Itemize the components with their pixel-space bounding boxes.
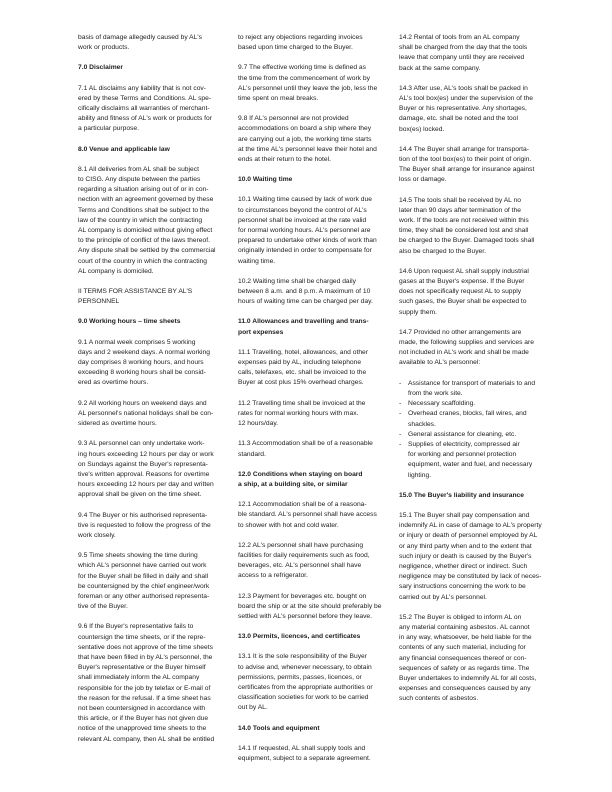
list-item: - General assistance for cleaning, etc. [399,430,559,440]
paragraph-8-1: 8.1 All deliveries from AL shall be subject to CISG. Any dispute between the parties regarding a situation arising out of or in con- nection with an agreement governed by these Terms and Conditions shall be subject to the law of the country in which the contracting AL company is domiciled without giving effect to the principle of conflict of the laws thereof. Any dispute shall be settled by the commercial court of the country in which the contracting AL company is domiciled. [78,165,216,275]
section-heading-14: 14.0 Tools and equipment [238,724,320,732]
paragraph-9-6: 9.6 If the Buyer's representative fails to countersign the time sheets, or if the repre- sentative does not approve of the time sheets that have been filled in by AL's personnel, the Buyer's representative or the Buyer himself shall immediately inform the AL company responsible for the job by telefax or E-mail of the reason for the refusal. If a time sheet has not been countersigned in accordance with this article, or if the Buyer has not given due notice of the unapproved time sheets to the relevant AL company, then AL shall be entitled [78,623,215,743]
list-item: - Necessary scaffolding. [399,399,559,409]
paragraph-15-2: 15.2 The Buyer is obliged to inform AL on any material containing asbestos. AL cannot in any way, whatsoever, be held liable for the contents of any such material, including for any financial consequences thereof or con- sequences of safety or as regards time. The Buyer undertakes to indemnify AL for all costs, expenses and consequences caused by any such contents of asbestos. [399,613,537,703]
paragraph-9-4: 9.4 The Buyer or his authorised representa- tive is requested to follow the progress of the work closely. [78,511,211,539]
section-heading-10: 10.0 Waiting time [238,176,293,184]
list-item: - Supplies of electricity, compressed air for working and personnel protection equipment, water and fuel, and necessary lighting. [399,440,559,481]
column-right [399,33,559,715]
list-item: - Assistance for transport of materials to and from the work site. [399,379,559,399]
section-heading-12: 12.0 Conditions when staying on board a ship, at a building site, or similar [238,470,363,488]
paragraph-11-3: 11.3 Accommodation shall be of a reasonable standard. [238,440,373,458]
paragraph-14-6: 14.6 Upon request AL shall supply industrial gases at the Buyer's expense. If the Buyer does not specifically request AL to supply such gases, the Buyer shall be expected to supply them. [399,267,529,316]
section-heading-9: 9.0 Working hours – time sheets [78,318,181,326]
supplies-list [399,379,559,481]
paragraph-13-1: 13.1 It is the sole responsibility of the Buyer to advise and, whenever necessary, to obtain permissions, permits, passes, licences, or certificates from the appropriate authorities or classification societies for work to be carried out by AL. [238,653,373,712]
section-heading-11: 11.0 Allowances and travelling and trans- port expenses [238,318,369,336]
paragraph-14-3: 14.3 After use, AL's tools shall be packed in AL's tool box(es) under the supervision of the Buyer or his representative. Any shortages, damage, etc. shall be noted and the tool box(es) locked. [399,84,533,133]
section-heading-7: 7.0 Disclaimer [78,64,123,72]
paragraph-14-4: 14.4 The Buyer shall arrange for transporta- tion of the tool box(es) to their point of origin. The Buyer shall arrange for insurance against loss or damage. [399,145,535,184]
paragraph-9-7: 9.7 The effective working time is defined as the time from the commencement of work by AL's personnel until they leave the job, less the time spent on meal breaks. [238,64,378,103]
part-heading-ii: II TERMS FOR ASSISTANCE BY AL'S PERSONNEL [78,288,193,306]
paragraph-9-3: 9.3 AL personnel can only undertake work- ing hours exceeding 12 hours per day or work on Sundays against the Buyer's representa- tive's written approval. Reasons for overtime hours exceeding 12 hours per day and written approval shall be given on the time sheet. [78,440,214,499]
paragraph-14-5: 14.5 The tools shall be received by AL no later than 90 days after termination of the work. If the tools are not received within this time, they shall be considered lost and shall be charged to the Buyer. Damaged tools shall also be charged to the Buyer. [399,196,535,255]
paragraph-7-1: 7.1 AL disclaims any liability that is not cov- ered by these Terms and Conditions. AL spe- cifically disclaims all warranties of merchant- ability and fitness of AL's work or products for a particular purpose. [78,84,212,133]
section-heading-15: 15.0 The Buyer's liability and insurance [399,491,524,499]
paragraph-14-1: 14.1 If requested, AL shall supply tools and equipment, subject to a separate agreement. [238,744,371,762]
paragraph-14-2: 14.2 Rental of tools from an AL company shall be charged from the day that the tools leave that company until they are received back at the same company. [399,34,528,72]
section-heading-8: 8.0 Venue and applicable law [78,145,170,153]
column-left [78,33,238,755]
paragraph-11-2: 11.2 Travelling time shall be invoiced at the rates for normal working hours with max. 12 hours/day. [238,399,366,428]
list-item: - Overhead cranes, blocks, fall wires, and shackles. [399,409,559,429]
column-middle [238,33,398,774]
paragraph-11-1: 11.1 Travelling, hotel, allowances, and other expenses paid by AL, including telephone calls, telefaxes, etc. shall be invoiced to the Buyer at cost plus 15% overhead charges. [238,348,368,387]
paragraph-12-2: 12.2 AL's personnel shall have purchasing facilities for daily requirements such as food, beverages, etc. AL's personnel shall have access to a refrigerator. [238,541,370,580]
paragraph-10-1: 10.1 Waiting time caused by lack of work due to circumstances beyond the control of AL's personnel shall be invoiced at the rate valid for normal working hours. AL's personnel are prepared to undertake other kinds of work than originally intended in order to compensate for waiting time. [238,196,377,265]
paragraph-12-1: 12.1 Accommodation shall be of a reasona- ble standard. AL's personnel shall have access to shower with hot and cold water. [238,501,377,529]
paragraph-continued: to reject any objections regarding invoices based upon time charged to the Buyer. [238,34,363,52]
paragraph-15-1: 15.1 The Buyer shall pay compensation and indemnify AL in case of damage to AL's property or injury or death of personnel employed by AL or any third party when and to the extent that such injury or death is caused by the Buyer's negligence, whether direct or indirect. Such negligence may be constituted by lack of neces- sary instructions concerning the work to be carried out by AL's personnel. [399,511,542,601]
paragraph-continued: basis of damage allegedly caused by AL's work or products. [78,34,202,52]
paragraph-9-8: 9.8 If AL's personnel are not provided accommodations on board a ship where they are carrying out a job, the working time starts at the time AL's personnel leave their hotel and ends at their return to the hotel. [238,115,377,164]
paragraph-9-2: 9.2 All working hours on weekend days and AL personnel's national holidays shall be con- sidered as overtime hours. [78,399,214,428]
paragraph-10-2: 10.2 Waiting time shall be charged daily between 8 a.m. and 8 p.m. A maximum of 10 hours of waiting time can be charged per day. [238,277,373,306]
paragraph-9-5: 9.5 Time sheets showing the time during which AL's personnel have carried out work for the Buyer shall be filled in daily and shall be countersigned by the chief engineer/work foreman or any other authorised representa- tive of the Buyer. [78,552,210,611]
paragraph-14-7: 14.7 Provided no other arrangements are made, the following supplies and services are not included in AL's work and shall be made available to AL's personnel: [399,328,534,367]
paragraph-9-1: 9.1 A normal week comprises 5 working days and 2 weekend days. A normal working day comprises 8 working hours, and hours exceeding 8 working hours shall be consid- ered as overtime hours. [78,338,210,387]
paragraph-12-3: 12.3 Payment for beverages etc. bought on board the ship or at the site should preferably be settled with AL's personnel before they leave. [238,592,382,620]
section-heading-13: 13.0 Permits, licences, and certificates [238,633,361,641]
